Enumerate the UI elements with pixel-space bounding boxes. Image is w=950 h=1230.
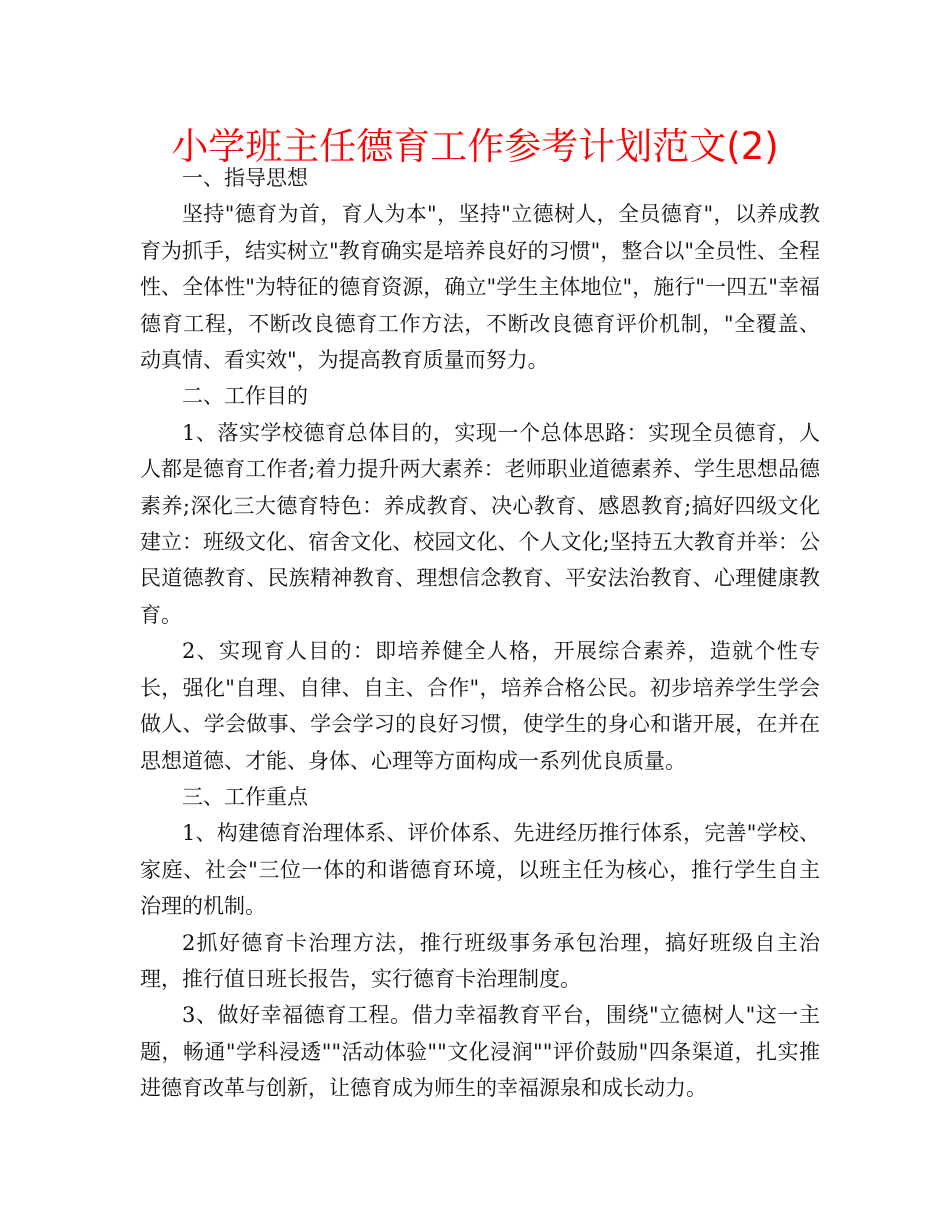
- section-heading: 三、工作重点: [182, 784, 308, 809]
- section-heading: 二、工作目的: [182, 384, 308, 409]
- paragraph: 2抓好德育卡治理方法，推行班级事务承包治理，搞好班级自主治理，推行值日班长报告，实行德育卡治理制度。: [140, 930, 820, 991]
- paragraph: 3、做好幸福德育工程。借力幸福教育平台，围绕"立德树人"这一主题，畅通"学科浸透""活动体验""文化浸润""评价鼓励"四条渠道，扎实推进德育改革与创新，让德育成为师生的幸福源泉和成长动力。: [140, 1003, 820, 1101]
- section-heading: 一、指导思想: [182, 166, 308, 190]
- paragraph: 2、实现育人目的：即培养健全人格，开展综合素养，造就个性专长，强化"自理、自律、自主、合作"，培养合格公民。初步培养学生学会做人、学会做事、学会学习的良好习惯，使学生的身心和谐开展，在并在思想道德、才能、身体、心理等方面构成一系列优良质量。: [140, 639, 820, 773]
- paragraph: 1、构建德育治理体系、评价体系、先进经历推行体系，完善"学校、家庭、社会"三位一体的和谐德育环境，以班主任为核心，推行学生自主治理的机制。: [140, 821, 820, 919]
- paragraph: 坚持"德育为首，育人为本"，坚持"立德树人，全员德育"，以养成教育为抓手，结实树立"教育确实是培养良好的习惯"，整合以"全员性、全程性、全体性"为特征的德育资源，确立"学生主体地位"，施行"一四五"幸福德育工程，不断改良德育工作方法，不断改良德育评价机制，"全覆盖、动真情、看实效"，为提高教育质量而努力。: [140, 202, 820, 373]
- paragraph: 1、落实学校德育总体目的，实现一个总体思路：实现全员德育，人人都是德育工作者;着力提升两大素养：老师职业道德素养、学生思想品德素养;深化三大德育特色：养成教育、决心教育、感恩教育;搞好四级文化建立：班级文化、宿舍文化、校园文化、个人文化;坚持五大教育并举：公民道德教育、民族精神教育、理想信念教育、平安法治教育、心理健康教育。: [140, 420, 820, 627]
- document-title: 小学班主任德育工作参考计划范文(2): [171, 125, 779, 168]
- document-body: [140, 160, 820, 1107]
